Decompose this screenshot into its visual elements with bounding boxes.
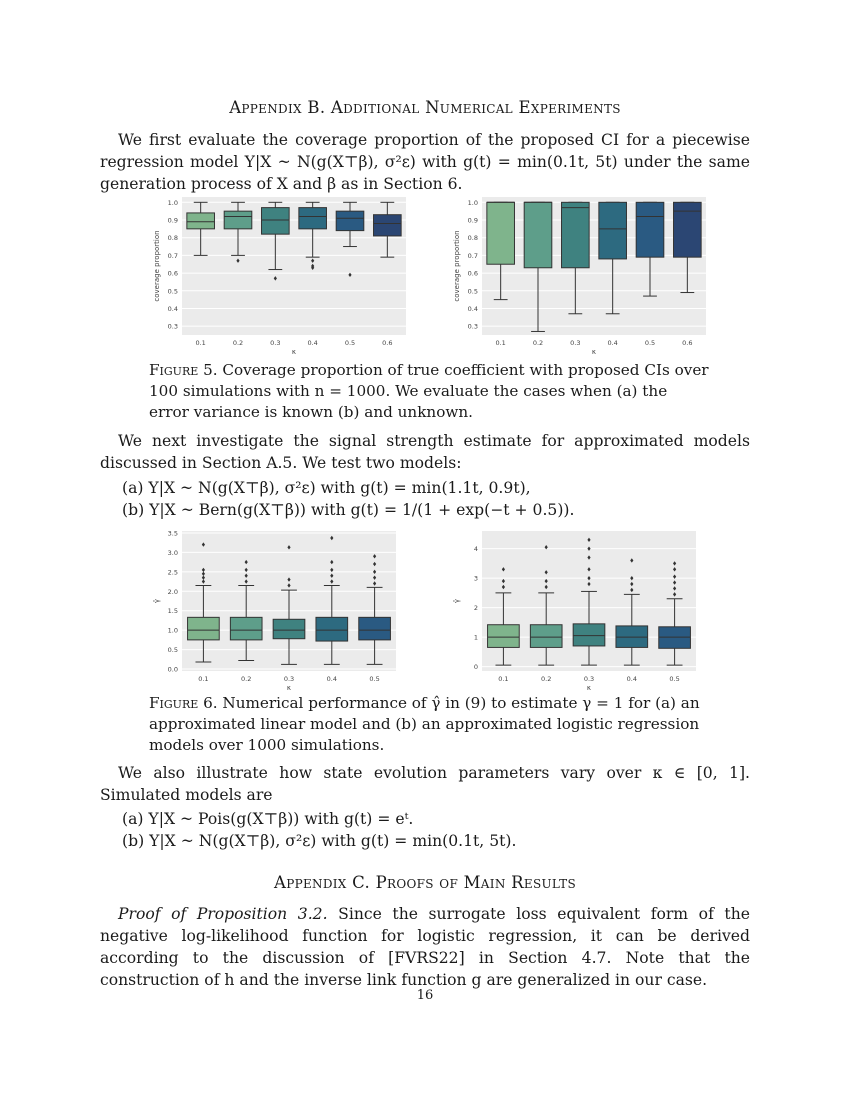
figure-6-caption <box>149 693 709 756</box>
y-tick-label: 0.3 <box>467 322 478 331</box>
y-tick-label: 0.7 <box>467 251 478 260</box>
y-tick-label: 1 <box>473 633 478 642</box>
box <box>188 617 220 640</box>
x-axis-label: κ <box>286 684 292 692</box>
figure-5-text: Coverage proportion of true coefficient with proposed CIs over 100 simulations with n = 1000. We evaluate the cases when (a) the error variance is known (b) and unknown. <box>149 361 709 421</box>
y-tick-label: 0.7 <box>167 251 178 260</box>
box <box>230 617 262 640</box>
y-tick-label: 0.5 <box>167 646 178 655</box>
figure-5a <box>150 193 410 357</box>
y-tick-label: 0.9 <box>167 216 178 225</box>
y-tick-label: 0.4 <box>167 304 178 313</box>
box <box>273 619 305 638</box>
page-number: 16 <box>416 988 434 1003</box>
y-tick-label: 3.5 <box>167 529 178 538</box>
x-tick-label: 0.3 <box>283 675 295 683</box>
x-tick-label: 0.3 <box>270 339 281 347</box>
box <box>262 208 290 235</box>
y-axis-label: γ̂ <box>453 598 461 604</box>
x-tick-label: 0.1 <box>498 675 509 683</box>
x-tick-label: 0.4 <box>607 339 618 347</box>
x-axis-label: κ <box>291 348 297 356</box>
box <box>359 617 391 640</box>
x-tick-label: 0.5 <box>344 339 356 347</box>
box <box>336 211 364 230</box>
figure-6-label: Figure 6. <box>149 694 218 712</box>
x-tick-label: 0.5 <box>369 675 380 683</box>
proof-label: Proof of Proposition 3.2. <box>118 905 328 923</box>
plot-area <box>482 197 706 335</box>
x-tick-label: 0.2 <box>541 675 552 683</box>
paragraph-proof <box>100 903 750 991</box>
box <box>488 625 520 648</box>
figure-6-text: Numerical performance of γ̂ in (9) to estimate γ = 1 for (a) an approximated linear model and (b) an approximated logistic regression models over 1000 simulations. <box>149 694 700 754</box>
x-axis-label: κ <box>586 684 592 692</box>
sim-model-b: (b) Y|X ~ N(g(X⊤β), σ²ε) with g(t) = min(0.1t, 5t). <box>122 832 517 850</box>
box <box>636 202 664 257</box>
box <box>374 215 402 236</box>
box <box>187 213 215 229</box>
y-tick-label: 3 <box>473 574 478 583</box>
y-tick-label: 1.5 <box>167 607 178 616</box>
x-tick-label: 0.6 <box>682 339 693 347</box>
y-tick-label: 0.4 <box>467 304 478 313</box>
y-tick-label: 0.6 <box>467 269 478 278</box>
x-tick-label: 0.5 <box>644 339 656 347</box>
box <box>530 625 562 648</box>
y-tick-label: 2.5 <box>167 568 178 577</box>
y-tick-label: 0 <box>473 663 478 672</box>
plot-area <box>182 197 406 335</box>
figure-5-label: Figure 5. <box>149 361 218 379</box>
x-tick-label: 0.2 <box>532 339 544 347</box>
sim-model-a: (a) Y|X ~ Pois(g(X⊤β)) with g(t) = eᵗ. <box>122 810 414 828</box>
model-b: (b) Y|X ~ Bern(g(X⊤β)) with g(t) = 1/(1 + exp(−t + 0.5)). <box>122 501 575 519</box>
y-tick-label: 1.0 <box>167 198 178 207</box>
appendix-b-title: Appendix B. Additional Numerical Experiments <box>229 98 621 117</box>
figure-5-caption <box>149 360 709 423</box>
box <box>674 202 702 257</box>
y-axis-label: coverage proportion <box>153 230 161 302</box>
y-tick-label: 2 <box>473 604 478 613</box>
y-tick-label: 2.0 <box>167 587 178 596</box>
y-tick-label: 4 <box>473 545 478 554</box>
paragraph-signal <box>100 430 750 474</box>
appendix-c-title: Appendix C. Proofs of Main Results <box>274 873 576 892</box>
box <box>573 624 605 646</box>
x-tick-label: 0.3 <box>583 675 595 683</box>
figure-6a <box>150 527 400 693</box>
x-tick-label: 0.6 <box>382 339 393 347</box>
x-axis-label: κ <box>591 348 597 356</box>
model-a: (a) Y|X ~ N(g(X⊤β), σ²ε) with g(t) = min(1.1t, 0.9t), <box>122 479 531 497</box>
box <box>562 202 590 267</box>
paragraph-state-evolution <box>100 762 750 806</box>
y-tick-label: 0.5 <box>467 287 478 296</box>
x-tick-label: 0.1 <box>495 339 506 347</box>
x-tick-label: 0.5 <box>669 675 680 683</box>
figure-5b <box>450 193 710 357</box>
y-tick-label: 3.0 <box>167 548 178 557</box>
x-tick-label: 0.3 <box>570 339 581 347</box>
box <box>524 202 552 267</box>
box <box>599 202 627 259</box>
paragraph-intro-text: We first evaluate the coverage proportion of the proposed CI for a piecewise regression model Y|X ~ N(g(X⊤β), σ²ε) with g(t) = min(0.1t, 5t) under the same generation process of X and β as in Section 6. <box>100 131 750 193</box>
proof-text: Since the surrogate loss equivalent form of the negative log-likelihood function for logistic regression, it can be derived according to the discussion of [FVRS22] in Section 4.7. Note that the construction of h and the inverse link function g are generalized in our case. <box>100 905 750 989</box>
figure-6b <box>450 527 700 693</box>
y-tick-label: 0.8 <box>467 234 478 243</box>
x-tick-label: 0.1 <box>195 339 206 347</box>
x-tick-label: 0.4 <box>326 675 337 683</box>
box <box>299 208 327 229</box>
y-tick-label: 0.6 <box>167 269 178 278</box>
box <box>224 211 252 229</box>
x-tick-label: 0.1 <box>198 675 209 683</box>
y-tick-label: 0.8 <box>167 234 178 243</box>
y-axis-label: γ̂ <box>153 598 161 604</box>
y-tick-label: 0.5 <box>167 287 178 296</box>
y-tick-label: 1.0 <box>167 626 178 635</box>
paragraph-state-evolution-text: We also illustrate how state evolution parameters vary over κ ∈ [0, 1]. Simulated models are <box>100 764 750 804</box>
x-tick-label: 0.4 <box>307 339 318 347</box>
box <box>316 617 348 641</box>
y-tick-label: 1.0 <box>467 198 478 207</box>
paragraph-intro <box>100 129 750 195</box>
x-tick-label: 0.2 <box>241 675 252 683</box>
x-tick-label: 0.2 <box>232 339 244 347</box>
y-tick-label: 0.3 <box>167 322 178 331</box>
y-tick-label: 0.9 <box>467 216 478 225</box>
x-tick-label: 0.4 <box>626 675 637 683</box>
y-axis-label: coverage proportion <box>453 230 461 302</box>
box <box>487 202 515 264</box>
y-tick-label: 0.0 <box>167 665 178 674</box>
paragraph-signal-text: We next investigate the signal strength estimate for approximated models discussed in Section A.5. We test two models: <box>100 432 750 472</box>
